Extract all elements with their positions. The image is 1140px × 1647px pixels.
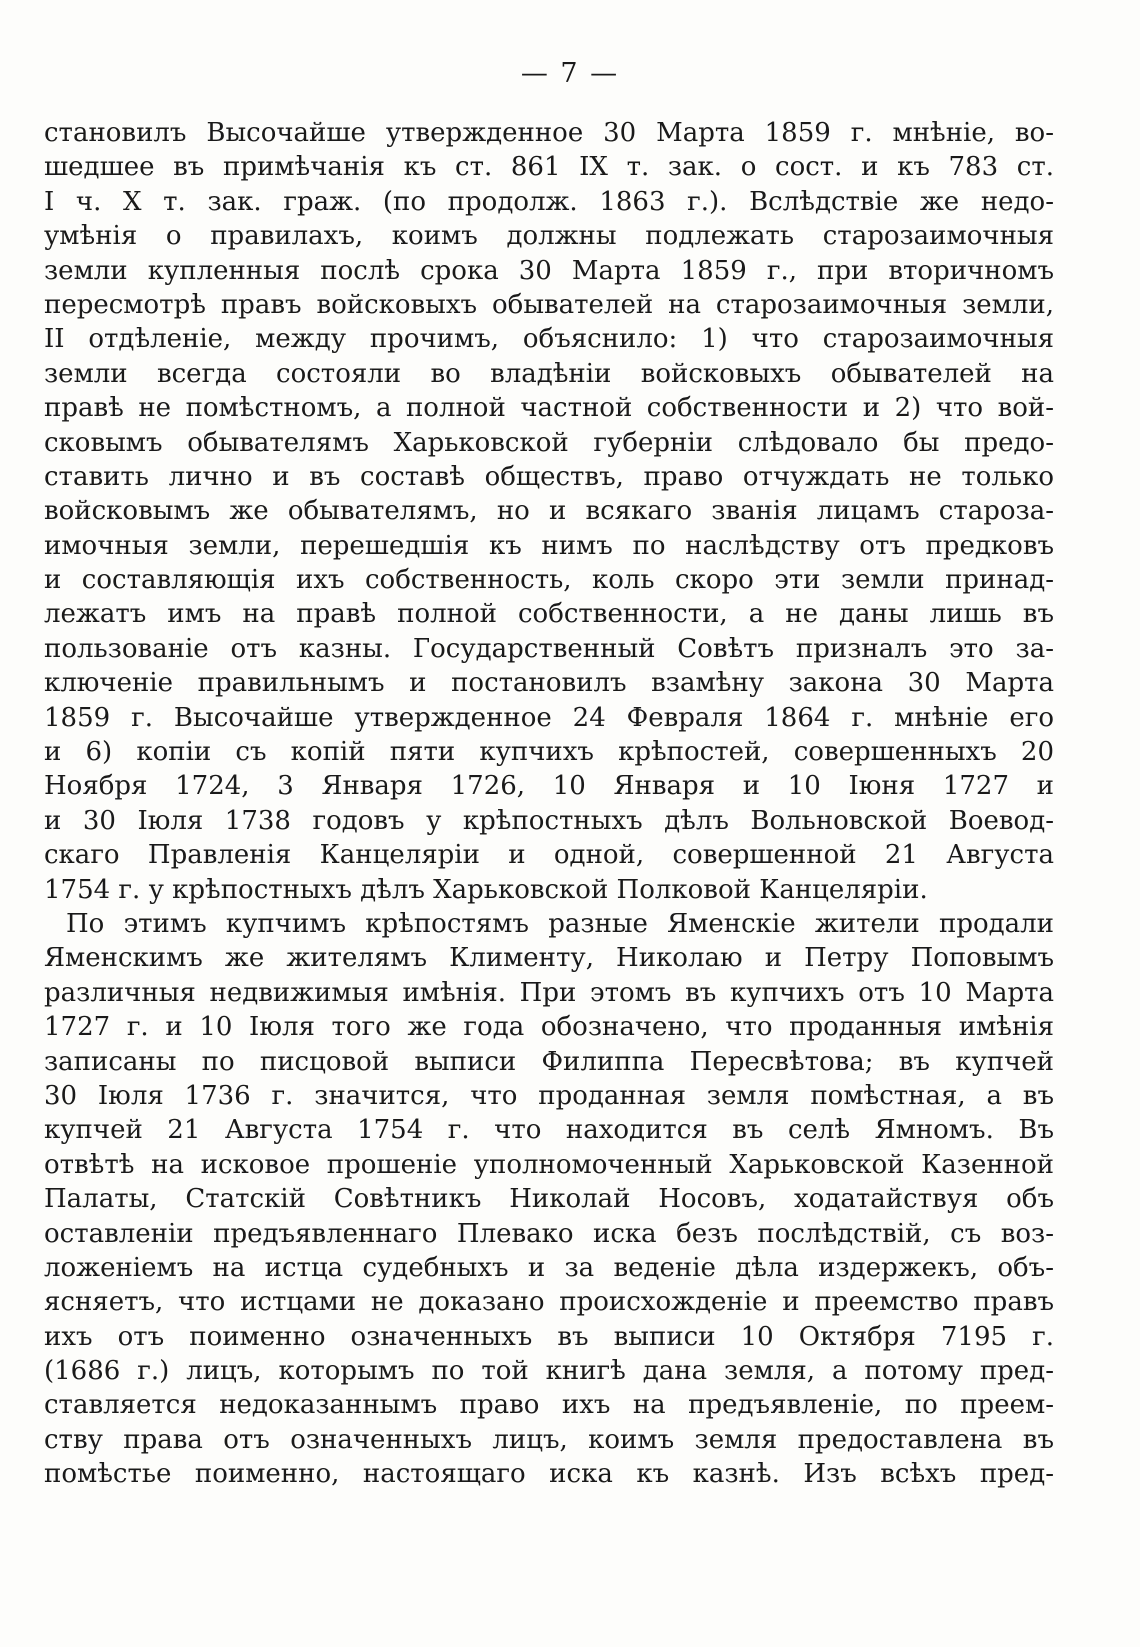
text-line: земли купленныя послѣ срока 30 Марта 1859 г., при вторичномъ xyxy=(44,255,1054,286)
text-line: ихъ отъ поименно означенныхъ въ выписи 10 Октября 7195 г. xyxy=(44,1321,1054,1352)
text-line: ложеніемъ на истца судебныхъ и за веденіе дѣла издержекъ, объ- xyxy=(44,1252,1054,1283)
text-line: различныя недвижимыя имѣнія. При этомъ въ купчихъ отъ 10 Марта xyxy=(44,977,1054,1008)
text-line: скаго Правленія Канцеляріи и одной, совершенной 21 Августа xyxy=(44,840,1054,871)
text-line: и составляющія ихъ собственность, коль скоро эти земли принад- xyxy=(44,565,1054,596)
text-line: (1686 г.) лицъ, которымъ по той книгѣ дана земля, а потому пред- xyxy=(44,1356,1054,1387)
text-line: имочныя земли, перешедшія къ нимъ по наслѣдству отъ предковъ xyxy=(44,530,1054,561)
text-line: и 30 Іюля 1738 годовъ у крѣпостныхъ дѣлъ Вольновской Воевод- xyxy=(44,805,1054,836)
text-line: и 6) копіи съ копій пяти купчихъ крѣпостей, совершенныхъ 20 xyxy=(44,737,1054,768)
text-line: сковымъ обывателямъ Харьковской губерніи слѣдовало бы предо- xyxy=(44,427,1054,458)
text-line: 1727 г. и 10 Іюля того же года обозначено, что проданныя имѣнія xyxy=(44,1012,1054,1043)
text-line: I ч. X т. зак. граж. (по продолж. 1863 г.). Вслѣдствіе же недо- xyxy=(44,186,1054,217)
text-line: ству права отъ означенныхъ лицъ, коимъ земля предоставлена въ xyxy=(44,1424,1054,1455)
text-line: становилъ Высочайше утвержденное 30 Марта 1859 г. мнѣніе, во- xyxy=(44,118,1054,148)
text-line: Палаты, Статскій Совѣтникъ Николай Носовъ, ходатайствуя объ xyxy=(44,1184,1054,1215)
text-line: пересмотрѣ правъ войсковыхъ обывателей на старозаимочныя земли, xyxy=(44,289,1054,320)
text-line: 30 Іюля 1736 г. значится, что проданная земля помѣстная, а въ xyxy=(44,1080,1054,1111)
body-text xyxy=(44,116,1054,1492)
text-line: шедшее въ примѣчанія къ ст. 861 IX т. зак. о сост. и къ 783 ст. xyxy=(44,152,1054,183)
text-line: 1859 г. Высочайше утвержденное 24 Февраля 1864 г. мнѣніе его xyxy=(44,702,1054,733)
text-line: войсковымъ же обывателямъ, но и всякаго званія лицамъ староза- xyxy=(44,496,1054,527)
text-line: Яменскимъ же жителямъ Клименту, Николаю и Петру Поповымъ xyxy=(44,943,1054,974)
text-line: ясняетъ, что истцами не доказано происхожденіе и преемство правъ xyxy=(44,1287,1054,1318)
text-line: ключеніе правильнымъ и постановилъ взамѣну закона 30 Марта xyxy=(44,668,1054,699)
text-line: II отдѣленіе, между прочимъ, объяснило: 1) что старозаимочныя xyxy=(44,324,1054,355)
text-line: оставленіи предъявленнаго Плевако иска безъ послѣдствій, съ воз- xyxy=(44,1218,1054,1249)
text-line: умѣнія о правилахъ, коимъ должны подлежать старозаимочныя xyxy=(44,221,1054,252)
text-line: 1754 г. у крѣпостныхъ дѣлъ Харьковской Полковой Канцеляріи. xyxy=(44,874,928,905)
text-line: Ноября 1724, 3 Января 1726, 10 Января и 10 Іюня 1727 и xyxy=(44,771,1054,802)
text-line: записаны по писцовой выписи Филиппа Пересвѣтова; въ купчей xyxy=(44,1046,1054,1077)
text-line: лежатъ имъ на правѣ полной собственности, а не даны лишь въ xyxy=(44,599,1054,630)
text-line: пользованіе отъ казны. Государственный Совѣтъ призналъ это за- xyxy=(44,633,1054,664)
text-line: ставляется недоказаннымъ право ихъ на предъявленіе, по преем- xyxy=(44,1390,1054,1421)
text-line: купчей 21 Августа 1754 г. что находится въ селѣ Ямномъ. Въ xyxy=(44,1115,1054,1146)
text-line: помѣстье поименно, настоящаго иска къ казнѣ. Изъ всѣхъ пред- xyxy=(44,1459,1054,1490)
text-line: отвѣтѣ на исковое прошеніе уполномоченный Харьковской Казенной xyxy=(44,1149,1054,1180)
text-line: правѣ не помѣстномъ, а полной частной собственности и 2) что вой- xyxy=(44,393,1054,424)
page-number: — 7 — xyxy=(520,58,620,89)
text-line: ставить лично и въ составѣ обществъ, право отчуждать не только xyxy=(44,461,1054,492)
text-line: По этимъ купчимъ крѣпостямъ разные Яменскіе жители продали xyxy=(66,908,1054,939)
text-line: земли всегда состояли во владѣніи войсковыхъ обывателей на xyxy=(44,358,1054,389)
